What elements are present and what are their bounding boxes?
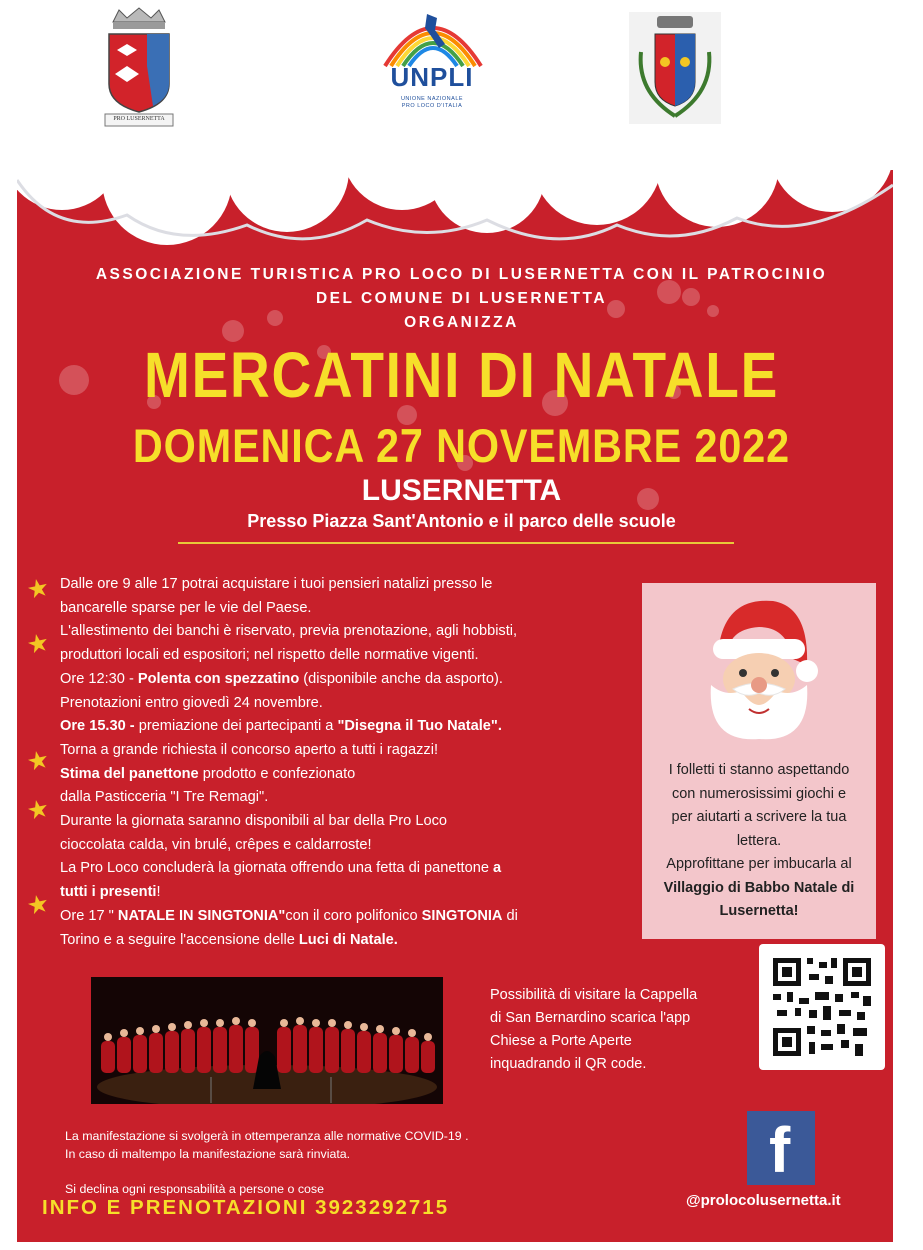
event-location: Presso Piazza Sant'Antonio e il parco delle scuole [247,511,676,531]
program-line: Durante la giornata saranno disponibili al bar della Pro Loco [60,813,447,830]
program-line [60,857,620,881]
program-bold-span: SINGTONIA [421,907,503,924]
program-text-span: di [502,907,518,924]
unpli-rainbow-logo [375,8,491,68]
unpli-subtitle [372,96,492,110]
star-bullet-icon: ★ [24,572,52,606]
program-text-span: Ore 17 " [60,907,118,924]
star-bullet-icon: ★ [24,744,52,778]
program-line [60,881,620,905]
program-line [60,929,620,953]
program-bold-span: a [493,860,502,877]
program-text-span: Ore 12:30 - [60,670,138,687]
organizer-line-1: ASSOCIAZIONE TURISTICA PRO LOCO DI LUSERNETTA CON IL PATROCINIO [95,266,828,283]
program-text-span: ! [156,884,161,901]
program-line: L'allestimento dei banchi è riservato, previa prenotazione, agli hobbisti, [60,623,518,640]
program-line: bancarelle sparse per le vie del Paese. [60,599,312,616]
santa-box-line: I folletti ti stanno aspettando [668,762,850,778]
chapel-line: Chiese a Porte Aperte [490,1033,632,1049]
program-bold-span: tutti i presenti [60,884,157,901]
program-text [60,573,620,952]
covid-notice [65,1127,469,1163]
organizer-line-3: ORGANIZZA [404,314,519,331]
star-bullet-icon: ★ [24,627,52,661]
comune-crest-logo [629,12,721,124]
covid-line: La manifestazione si svolgerà in ottemperanza alle normative COVID-19 . [65,1129,469,1143]
santa-info-box [642,583,876,939]
program-text-span: premiazione dei partecipanti a [138,718,338,735]
program-bold-span: Stima del panettone [60,765,199,782]
program-text-span: Torino e a seguire l'accensione delle [60,931,299,948]
event-town: LUSERNETTA [361,474,562,507]
santa-box-line: con numerosissimi giochi e [671,785,847,802]
program-line: Torna a grande richiesta il concorso aperto a tutti i ragazzi! [60,741,439,758]
facebook-handle[interactable]: @prolocolusernetta.it [686,1192,841,1209]
unpli-subtitle-line: PRO LOCO D'ITALIA [401,103,463,109]
program-bold-span: NATALE IN SINGTONIA" [117,907,286,924]
program-text-span: La Pro Loco concluderà la giornata offrendo una fetta di panettone [60,860,493,877]
event-date: DOMENICA 27 NOVEMBRE 2022 [132,419,791,472]
facebook-icon[interactable] [747,1111,815,1185]
crest-motto: PRO LUSERNETTA [113,116,165,122]
program-text-span: (disponibile anche da asporto). [299,670,503,687]
qr-code[interactable] [759,944,885,1070]
santa-box-line: Lusernetta! [719,903,799,919]
program-bold-span: Luci di Natale. [298,931,398,948]
organizer-line-2: DEL COMUNE DI LUSERNETTA [315,290,608,307]
event-title: MERCATINI DI NATALE [143,339,780,411]
program-line: dalla Pasticceria "I Tre Remagi". [60,789,269,806]
poster [17,0,893,1242]
lusernetta-crest-logo [103,6,175,130]
facebook-letter: f [769,1114,791,1186]
program-bold-span: Ore 15.30 - [60,718,139,735]
program-line: Prenotazioni entro giovedì 24 novembre. [60,694,323,711]
program-line [60,715,620,739]
santa-claus-icon [697,593,821,743]
program-line [60,763,620,787]
santa-box-line: lettera. [736,832,782,849]
program-bold-span: "Disegna il Tuo Natale". [337,718,502,735]
info-phone: INFO E PRENOTAZIONI 3923292715 [42,1196,450,1219]
disclaimer: Si declina ogni responsabilità a persone o cose [65,1182,324,1196]
unpli-name: UNPLI [390,62,474,92]
santa-box-text [642,759,876,924]
chapel-line: di San Bernardino scarica l'app [490,1010,691,1026]
choir-photo [91,977,443,1104]
program-line: cioccolata calda, vin brulé, crêpes e caldarroste! [60,836,372,853]
chapel-info [490,984,760,1076]
program-line [60,668,620,692]
chapel-line: inquadrando il QR code. [490,1056,647,1072]
santa-box-line: per aiutarti a scrivere la tua [671,809,847,825]
santa-box-line: Villaggio di Babbo Natale di [663,879,855,896]
santa-box-line: Approfittane per imbucarla al [666,856,852,872]
star-bullet-icon: ★ [24,793,52,827]
program-line: Dalle ore 9 alle 17 potrai acquistare i tuoi pensieri natalizi presso le [60,576,493,592]
program-text-span: prodotto e confezionato [198,765,356,782]
program-line [60,905,620,929]
program-line: produttori locali ed espositori; nel rispetto delle normative vigenti. [60,647,479,664]
program-text-span: con il coro polifonico [285,907,422,924]
covid-line: In caso di maltempo la manifestazione sarà rinviata. [65,1147,351,1161]
title-underline [178,542,734,544]
unpli-subtitle-line: UNIONE NAZIONALE [400,96,464,102]
chapel-line: Possibilità di visitare la Cappella [490,987,698,1003]
star-bullet-icon: ★ [24,888,52,922]
program-bold-span: Polenta con spezzatino [137,670,300,687]
